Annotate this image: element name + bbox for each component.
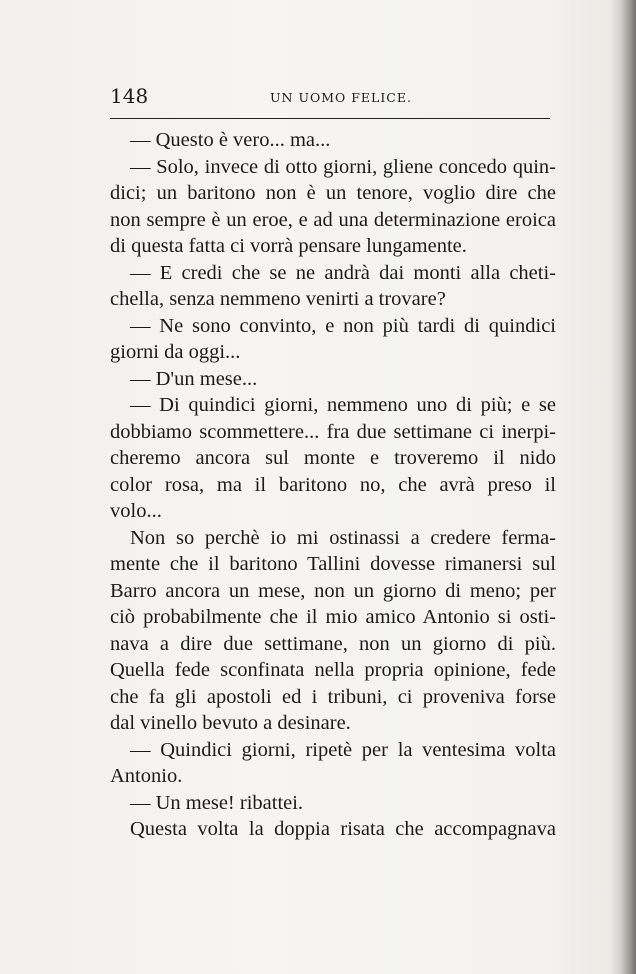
text-line: giorni da oggi... <box>110 341 241 363</box>
page-spine-shadow <box>610 0 636 974</box>
text-line: Questa volta la doppia risata che accompagnava <box>130 818 556 840</box>
text-line: mente che il baritono Tallini dovesse rimanersi sul <box>110 553 556 575</box>
text-line: nava a dire due settimane, non un giorno di più. <box>110 632 556 655</box>
body-text <box>110 127 556 843</box>
header-rule <box>110 118 550 119</box>
text-line: — E credi che se ne andrà dai monti alla cheti- <box>130 261 556 284</box>
page-header <box>110 82 550 112</box>
text-line: — Di quindici giorni, nemmeno uno di più; e se <box>130 394 556 416</box>
text-line: — Questo è vero... ma... <box>130 129 331 151</box>
text-line: Quella fede sconfinata nella propria opinione, fede <box>110 659 556 681</box>
text-line: volo... <box>110 500 162 522</box>
text-line: di questa fatta ci vorrà pensare lungamente. <box>110 235 467 257</box>
text-line: dal vinello bevuto a desinare. <box>110 712 351 734</box>
text-line: dobbiamo scommettere... fra due settimane ci inerpi- <box>110 420 556 443</box>
text-line: — D'un mese... <box>130 367 258 390</box>
text-line: — Ne sono convinto, e non più tardi di quindici <box>130 314 556 337</box>
text-line: color rosa, ma il baritono no, che avrà preso il <box>110 473 556 496</box>
text-line: ciò probabilmente che il mio amico Antonio si osti- <box>110 606 556 628</box>
page-number: 148 <box>110 84 149 108</box>
text-line: Barro ancora un mese, non un giorno di meno; per <box>110 579 556 602</box>
text-line: non sempre è un eroe, e ad una determinazione eroica <box>110 208 556 231</box>
text-line: Antonio. <box>110 765 183 787</box>
text-line: cheremo ancora sul monte e troveremo il nido <box>110 447 556 469</box>
text-line: — Un mese! ribattei. <box>130 791 304 814</box>
text-line: che fa gli apostoli ed i tribuni, ci proveniva forse <box>110 685 556 708</box>
running-title: UN UOMO FELICE. <box>270 90 412 105</box>
text-line: Non so perchè io mi ostinassi a credere ferma- <box>130 526 556 549</box>
text-line: dici; un baritono non è un tenore, voglio dire che <box>110 182 556 204</box>
text-line: chella, senza nemmeno venirti a trovare? <box>110 288 446 310</box>
text-line: — Solo, invece di otto giorni, gliene concedo quin- <box>130 155 556 178</box>
text-line: — Quindici giorni, ripetè per la ventesima volta <box>130 738 556 761</box>
